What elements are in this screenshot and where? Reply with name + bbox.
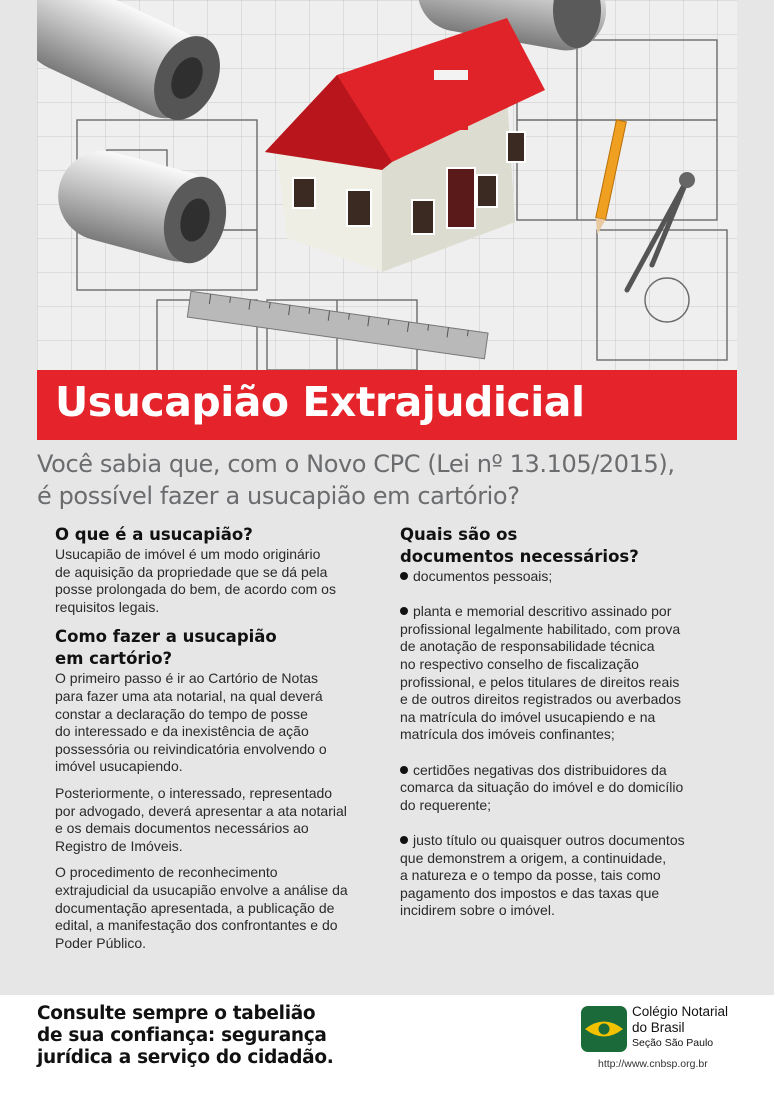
footer — [0, 995, 774, 1096]
text-line: por advogado, deverá apresentar a ata notarial — [55, 802, 347, 819]
text-line: comarca da situação do imóvel e do domicílio — [400, 779, 684, 796]
title-band — [37, 370, 737, 440]
text-line: de aquisição da propriedade que se dá pela — [55, 563, 328, 580]
paragraph-lawyer — [55, 785, 375, 855]
slogan-line: de sua confiança: segurança — [37, 1025, 327, 1046]
hero-image — [37, 0, 737, 388]
org-name-line: do Brasil — [632, 1020, 685, 1035]
text-line: Usucapião de imóvel é um modo originário — [55, 546, 321, 562]
text-line: possessória ou reivindicatória envolvendo o — [55, 740, 327, 757]
text-line: que demonstrem a origem, a continuidade, — [400, 849, 667, 866]
bullet-icon — [400, 836, 408, 844]
list-item — [400, 832, 720, 920]
text-line: de anotação de responsabilidade técnica — [400, 638, 655, 655]
slogan-line: Consulte sempre o tabelião — [37, 1003, 316, 1024]
page-title: Usucapião Extrajudicial — [55, 378, 585, 426]
text-line: documentação apresentada, a publicação de — [55, 899, 335, 916]
bullet-icon — [400, 766, 408, 774]
text-line: requisitos legais. — [55, 598, 160, 615]
heading-line: em cartório? — [55, 649, 173, 669]
section-heading-documents — [400, 524, 720, 568]
text-line: documentos pessoais; — [400, 568, 720, 586]
documents-list — [400, 568, 720, 920]
text-line: imóvel usucapiendo. — [55, 758, 183, 775]
list-item — [400, 603, 720, 744]
colegio-notarial-logo-icon — [581, 1006, 627, 1052]
website-url: http://www.cnbsp.org.br — [598, 1058, 708, 1070]
heading-line: Como fazer a usucapião — [55, 627, 277, 647]
heading-line: O que é a usucapião? — [55, 525, 253, 544]
text-line: para fazer uma ata notarial, na qual deverá — [55, 687, 323, 704]
text-line: posse prolongada do bem, de acordo com os — [55, 581, 336, 598]
text-line: a natureza e o tempo da posse, tais como — [400, 867, 661, 884]
bullet-icon — [400, 607, 408, 615]
section-heading-how-to — [55, 626, 375, 670]
paragraph-first-step — [55, 670, 375, 776]
text-line: e os demais documentos necessários ao — [55, 820, 309, 837]
text-line: certidões negativas dos distribuidores da — [400, 762, 720, 780]
list-item — [400, 762, 720, 815]
text-line: edital, a manifestação dos confrontantes e do — [55, 917, 338, 934]
bullet-icon — [400, 572, 408, 580]
text-line: constar a declaração do tempo de posse — [55, 705, 308, 722]
text-line: justo título ou quaisquer outros documentos — [400, 832, 720, 850]
paragraph-procedure — [55, 864, 375, 952]
text-line: O primeiro passo é ir ao Cartório de Notas — [55, 670, 318, 687]
house-blueprint-illustration — [37, 0, 737, 388]
text-line: Poder Público. — [55, 934, 147, 951]
right-column — [400, 524, 720, 937]
text-line: profissional legalmente habilitado, com prova — [400, 620, 681, 637]
text-line: do requerente; — [400, 796, 492, 813]
org-name — [632, 1004, 728, 1036]
text-line: Registro de Imóveis. — [55, 837, 183, 854]
text-line: e de outros direitos registrados ou averbados — [400, 691, 681, 708]
list-item — [400, 568, 720, 586]
footer-slogan — [37, 1003, 333, 1069]
text-line: extrajudicial da usucapião envolve a análise da — [55, 881, 348, 898]
heading-line: Quais são os — [400, 525, 518, 544]
left-column — [55, 524, 375, 961]
org-section: Seção São Paulo — [632, 1037, 714, 1049]
text-line: incidirem sobre o imóvel. — [400, 902, 555, 919]
subtitle-line: é possível fazer a usucapião em cartório? — [37, 482, 520, 510]
text-line: do interessado e da inexistência de ação — [55, 723, 309, 740]
text-line: na matrícula do imóvel usucapiendo e na — [400, 708, 656, 725]
org-name-line: Colégio Notarial — [632, 1004, 729, 1019]
text-line: matrícula dos imóveis confinantes; — [400, 726, 615, 743]
heading-line: documentos necessários? — [400, 547, 639, 566]
subtitle-line: Você sabia que, com o Novo CPC (Lei nº 13.105/2015), — [37, 450, 675, 478]
subtitle — [37, 448, 757, 512]
text-line: no respectivo conselho de fiscalização — [400, 655, 639, 672]
text-line: O procedimento de reconhecimento — [55, 864, 278, 881]
paragraph-what-is — [55, 546, 375, 616]
text-line: profissional, e pelos titulares de direitos reais — [400, 673, 680, 690]
section-heading-what-is — [55, 524, 375, 546]
text-line: pagamento dos impostos e das taxas que — [400, 884, 660, 901]
text-line: Posteriormente, o interessado, representado — [55, 784, 333, 801]
slogan-line: jurídica a serviço do cidadão. — [37, 1047, 334, 1068]
text-line: planta e memorial descritivo assinado por — [400, 603, 720, 621]
